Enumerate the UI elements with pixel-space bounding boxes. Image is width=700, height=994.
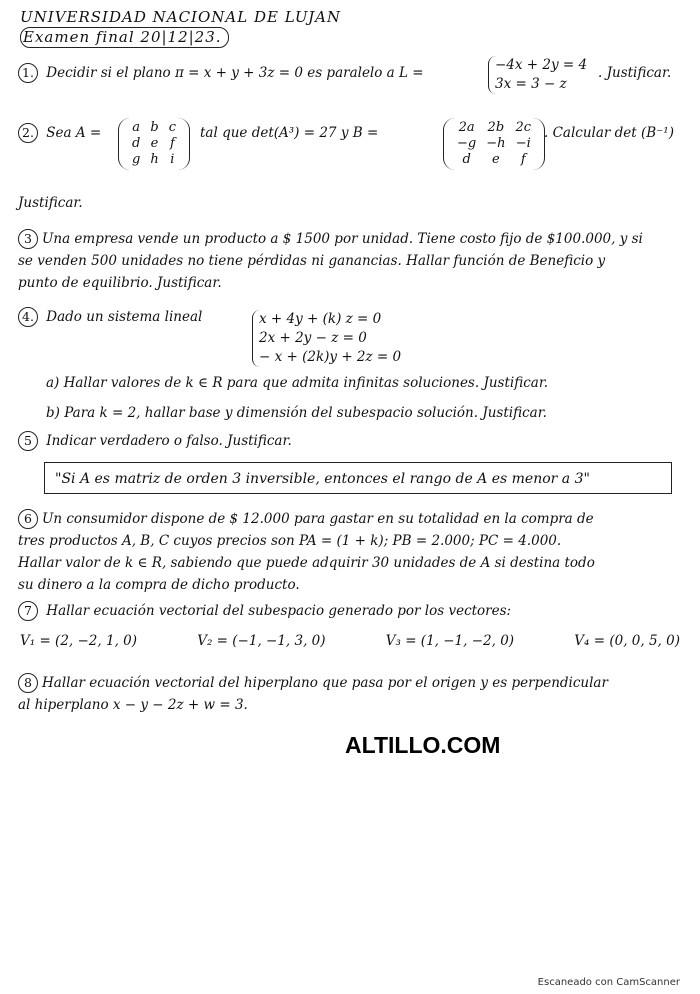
matrix-b [443,118,545,170]
university-title: UNIVERSIDAD NACIONAL DE LUJAN [20,8,342,26]
matrix-b-cell: e [492,152,500,167]
matrix-b-cell: −i [515,136,531,151]
system-equation-3: − x + (2k)y + 2z = 0 [259,349,402,365]
matrix-a-cell: i [170,152,175,167]
question-3-line-1: Una empresa vende un producto a $ 1500 por unidad. Tiene costo fijo de $100.000, y si [42,231,643,247]
question-1-text: Decidir si el plano π = x + y + 3z = 0 es paralelo a L = [46,65,424,81]
question-8 [18,672,682,716]
question-2-tail: . Calcular det (B⁻¹) [544,125,674,141]
line-equation-1: −4x + 2y = 4 [495,57,588,73]
question-2-mid: tal que det(A³) = 27 y B = [200,125,379,141]
question-number: 2. [18,123,38,143]
question-2-lead: Sea A = [46,125,102,141]
question-2 [18,122,108,144]
vector-v4: V₄ = (0, 0, 5, 0) [574,633,680,649]
matrix-a-cell: h [150,152,159,167]
matrix-a-cell: a [132,120,141,135]
matrix-b-cell: 2c [515,120,532,135]
question-6-line-4: su dinero a la compra de dicho producto. [18,577,300,593]
question-number: 1. [18,63,38,83]
matrix-b-cell: f [520,152,526,167]
question-number: 5 [18,431,38,451]
question-2-justify: Justificar. [18,195,83,211]
question-7 [18,600,682,622]
matrix-a [118,118,190,170]
vector-v2: V₂ = (−1, −1, 3, 0) [197,633,326,649]
matrix-a-cell: b [150,120,159,135]
exam-date-box: Examen final 20|12|23. [20,27,229,48]
question-6-line-2: tres productos A, B, C cuyos precios son PA = (1 + k); PB = 2.000; PC = 4.000. [18,533,562,549]
matrix-b-cell: 2b [487,120,505,135]
vector-v3: V₃ = (1, −1, −2, 0) [385,633,515,649]
matrix-b-cell: d [462,152,471,167]
question-number: 3 [18,229,38,249]
question-number: 8 [18,673,38,693]
exam-title [20,28,229,46]
question-6-line-3: Hallar valor de k ∈ R, sabiendo que puede adquirir 30 unidades de A si destina todo [18,555,595,571]
question-4-part-a: a) Hallar valores de k ∈ R para que admita infinitas soluciones. Justificar. [46,375,549,391]
question-number: 6 [18,509,38,529]
matrix-a-cell: f [169,136,175,151]
system-equation-2: 2x + 2y − z = 0 [259,330,367,346]
question-number: 7 [18,601,38,621]
matrix-a-cell: e [150,136,159,151]
question-5-statement: "Si A es matriz de orden 3 inversible, entonces el rango de A es menor a 3" [44,462,672,494]
question-7-text: Hallar ecuación vectorial del subespacio generado por los vectores: [46,603,512,619]
matrix-b-cell: 2a [458,120,475,135]
question-6-line-1: Un consumidor dispone de $ 12.000 para gastar en su totalidad en la compra de [42,511,594,527]
vector-list [20,633,680,649]
system-equation-1: x + 4y + (k) z = 0 [259,311,382,327]
linear-system [252,310,401,367]
matrix-a-cell: d [132,136,141,151]
question-8-line-2: al hiperplano x − y − 2z + w = 3. [18,697,248,713]
matrix-b-cell: −g [457,136,477,151]
line-equation-2: 3x = 3 − z [495,76,567,92]
question-4-part-b: b) Para k = 2, hallar base y dimensión del subespacio solución. Justificar. [46,405,547,421]
matrix-a-cell: c [168,120,176,135]
question-1-tail: . Justificar. [598,65,672,81]
question-5 [18,430,682,452]
watermark-text: ALTILLO.COM [345,732,501,758]
question-4-lead: Dado un sistema lineal [46,309,203,325]
question-8-line-1: Hallar ecuación vectorial del hiperplano que pasa por el origen y es perpendicular [42,675,608,691]
question-5-text: Indicar verdadero o falso. Justificar. [46,433,292,449]
question-3-line-2: se venden 500 unidades no tiene pérdidas ni ganancias. Hallar función de Beneficio y [18,253,606,269]
question-3-line-3: punto de equilibrio. Justificar. [18,275,222,291]
matrix-b-cell: −h [486,136,506,151]
matrix-a-cell: g [132,152,141,167]
question-4 [18,306,258,328]
question-number: 4. [18,307,38,327]
question-6 [18,508,682,596]
vector-v1: V₁ = (2, −2, 1, 0) [20,633,138,649]
question-3 [18,228,682,294]
scanner-credit: Escaneado con CamScanner [537,977,680,988]
line-system [488,56,587,94]
